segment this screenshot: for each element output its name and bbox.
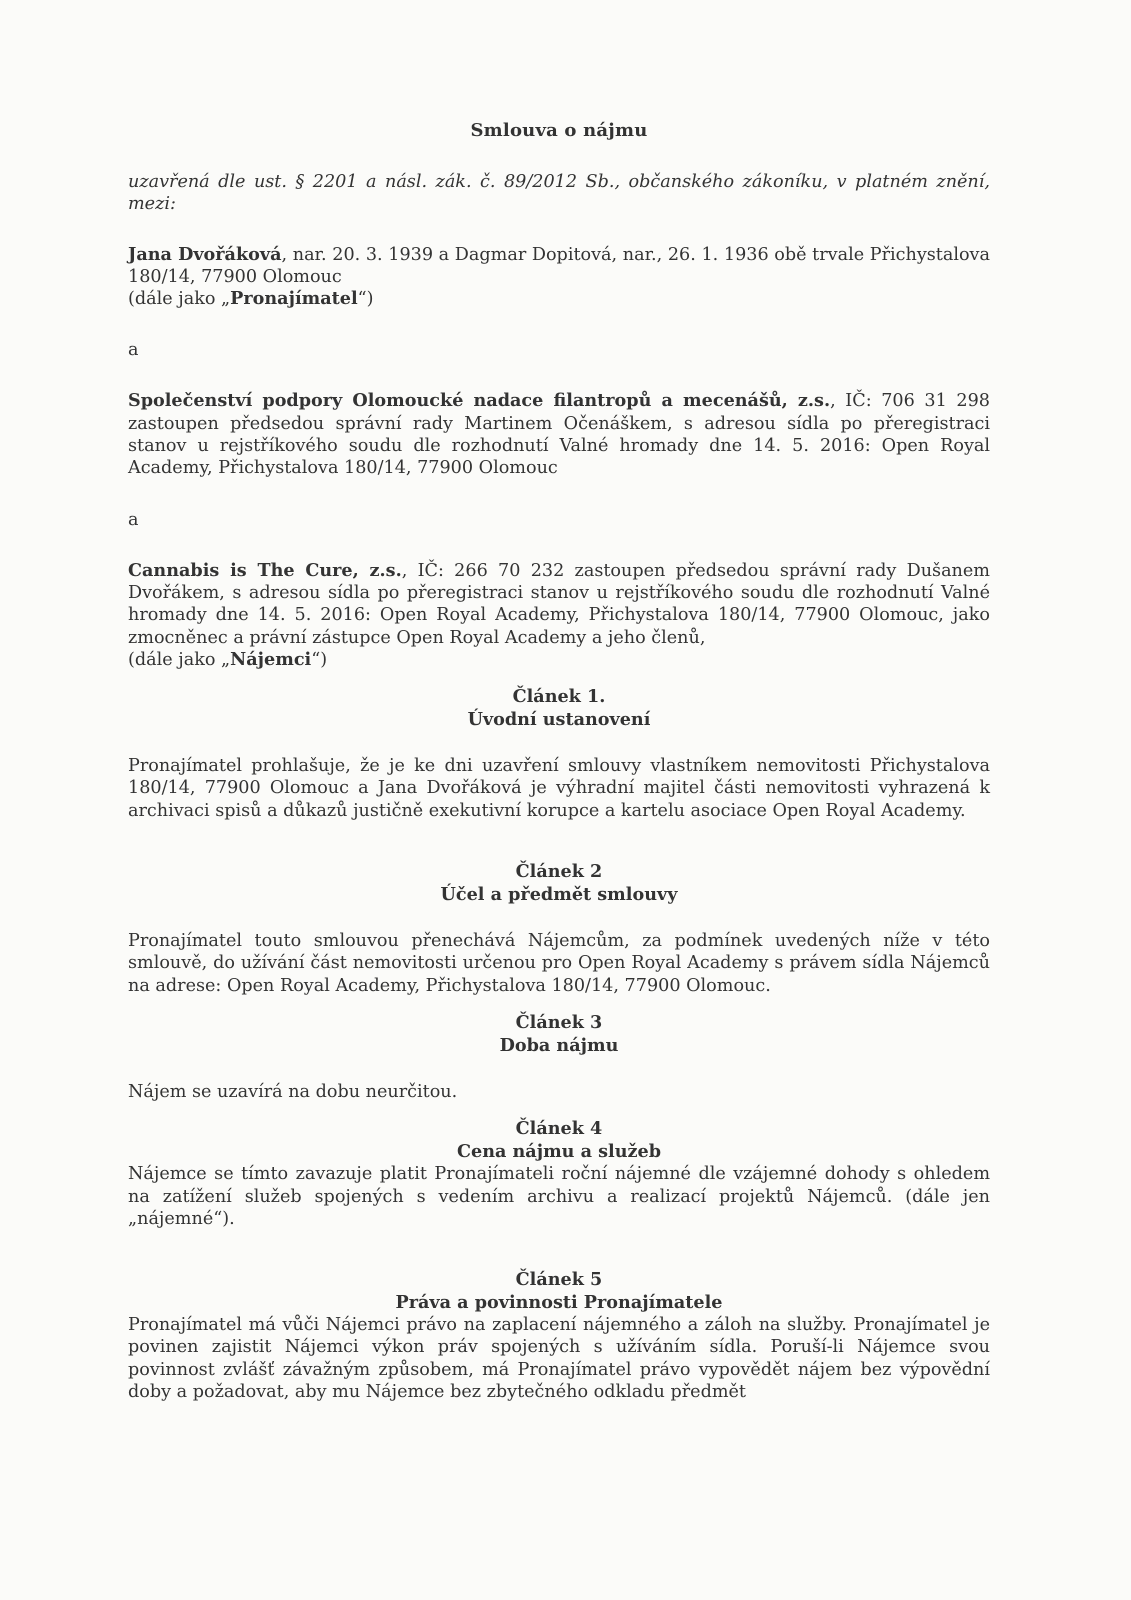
article-1-heading: Úvodní ustanovení: [467, 709, 651, 731]
article-5-text: Pronajímatel má vůči Nájemci právo na zaplacení nájemného a záloh na služby. Pronajímatel je povinen zajistit Nájemci výkon práv spojených s užíváním sídla. Poruší-li Nájemce svou povinnost zvlášť závažným způsobem, má Pronajímatel právo vypovědět nájem bez výpovědní doby a požadovat, aby mu Nájemce bez zbytečného odkladu předmět: [128, 1315, 990, 1403]
party-landlord: [128, 244, 990, 289]
party-society: [128, 390, 990, 479]
article-4-number: Článek 4: [515, 1118, 603, 1140]
article-4-text: Nájemce se tímto zavazuje platit Pronajímateli roční nájemné dle vzájemné dohody s ohledem na zatížení služeb spojených s vedením archivu a realizací projektů Nájemců. (dále jen „nájemné“).: [128, 1164, 990, 1229]
role-tenant: Nájemci: [230, 648, 312, 670]
party-tenant-name: Cannabis is The Cure, z.s.: [128, 559, 402, 581]
document-body: [128, 120, 990, 1403]
article-3-text: Nájem se uzavírá na dobu neurčitou.: [128, 1081, 458, 1102]
party-society-details: , IČ: 706 31 298 zastoupen předsedou správní rady Martinem Očenáškem, s adresou sídla po přeregistraci stanov u rejstříkového soudu dle rozhodnutí Valné hromady dne 14. 5. 2016: Open Royal Academy, Přichystalova 180/14, 77900 Olomouc: [128, 391, 990, 479]
conjunction-and-2: a: [128, 509, 139, 530]
article-2-text: Pronajímatel touto smlouvou přenechává Nájemcům, za podmínek uvedených níže v této smlouvě, do užívání část nemovitosti určenou pro Open Royal Academy s právem sídla Nájemců na adrese: Open Royal Academy, Přichystalova 180/14, 77900 Olomouc.: [128, 931, 990, 996]
role-suffix: “): [357, 289, 374, 310]
role-landlord: Pronajímatel: [230, 288, 358, 310]
conjunction-and-1: a: [128, 340, 139, 361]
party-society-name: Společenství podpory Olomoucké nadace filantropů a mecenášů, z.s.: [128, 390, 831, 412]
article-3-heading: Doba nájmu: [499, 1034, 619, 1056]
article-5-number: Článek 5: [515, 1269, 603, 1291]
article-4-heading: Cena nájmu a služeb: [457, 1141, 661, 1163]
party-landlord-details: , nar. 20. 3. 1939 a Dagmar Dopitová, nar., 26. 1. 1936 obě trvale Přichystalova 180/14, 77900 Olomouc: [128, 244, 990, 287]
party-landlord-names: Jana Dvořáková: [128, 243, 282, 265]
party-landlord-role: [128, 288, 990, 310]
article-1-number: Článek 1.: [512, 686, 606, 708]
party-tenant-details: , IČ: 266 70 232 zastoupen předsedou správní rady Dušanem Dvořákem, s adresou sídla po přeregistraci stanov u rejstříkového soudu dle rozhodnutí Valné hromady dne 14. 5. 2016: Open Royal Academy, Přichystalova 180/14, 77900 Olomouc, jako zmocněnec a právní zástupce Open Royal Academy a jeho členů,: [128, 560, 990, 648]
party-tenant: [128, 560, 990, 649]
intro-clause: uzavřená dle ust. § 2201 a násl. zák. č. 89/2012 Sb., občanského zákoníku, v platném znění, mezi:: [128, 172, 990, 215]
article-3-number: Článek 3: [515, 1011, 603, 1033]
role-prefix: (dále jako „: [128, 289, 231, 310]
role-suffix: “): [311, 649, 328, 670]
article-5-heading: Práva a povinnosti Pronajímatele: [395, 1292, 723, 1314]
article-2-number: Článek 2: [515, 861, 603, 883]
article-1-text: Pronajímatel prohlašuje, že je ke dni uzavření smlouvy vlastníkem nemovitosti Přichystalova 180/14, 77900 Olomouc a Jana Dvořáková je výhradní majitel části nemovitosti vyhrazená k archivaci spisů a důkazů justičně exekutivní korupce a kartelu asociace Open Royal Academy.: [128, 756, 990, 821]
document-title: Smlouva o nájmu: [470, 120, 648, 141]
role-prefix: (dále jako „: [128, 649, 231, 670]
article-2-heading: Účel a předmět smlouvy: [440, 884, 678, 906]
party-tenant-role: [128, 649, 990, 671]
